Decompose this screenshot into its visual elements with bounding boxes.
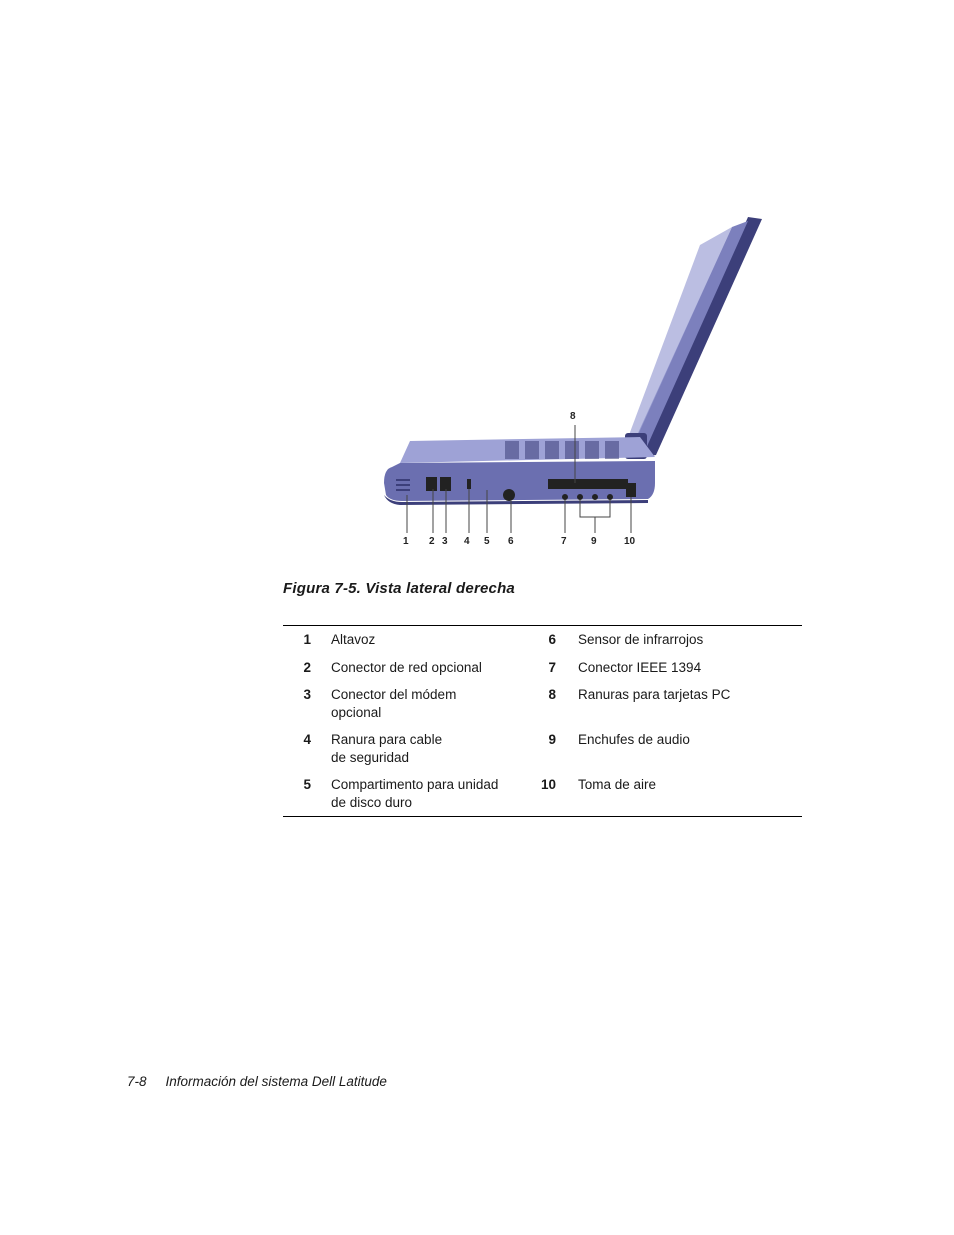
legend-text: Conector del módem opcional bbox=[331, 687, 457, 720]
legend-number: 8 bbox=[548, 687, 556, 702]
air-vent bbox=[626, 483, 636, 497]
legend-row bbox=[283, 731, 802, 766]
callout-1: 1 bbox=[403, 536, 409, 547]
callout-10: 10 bbox=[624, 536, 636, 547]
legend-text: Ranuras para tarjetas PC bbox=[578, 687, 731, 702]
laptop-screen-edge bbox=[626, 227, 732, 443]
document-title: Información del sistema Dell Latitude bbox=[165, 1074, 387, 1089]
legend-number: 2 bbox=[303, 659, 311, 675]
callout-8: 8 bbox=[570, 411, 576, 422]
legend-number: 1 bbox=[303, 632, 311, 647]
audio-jack-1 bbox=[577, 494, 583, 500]
pc-card-slots bbox=[548, 479, 628, 489]
legend-table bbox=[283, 625, 802, 817]
legend-text: Enchufes de audio bbox=[578, 732, 690, 747]
page-footer bbox=[127, 1074, 387, 1089]
callout-2: 2 bbox=[429, 536, 435, 547]
callout-6: 6 bbox=[508, 536, 514, 547]
legend-row bbox=[283, 659, 802, 677]
legend-text: Conector de red opcional bbox=[331, 659, 482, 675]
laptop-illustration bbox=[370, 205, 790, 555]
callout-9: 9 bbox=[591, 536, 597, 547]
laptop-right-side-figure bbox=[370, 205, 790, 555]
legend-text: Ranura para cable de seguridad bbox=[331, 732, 443, 765]
legend-number: 7 bbox=[548, 659, 556, 675]
infrared-sensor bbox=[503, 489, 515, 501]
legend-number: 6 bbox=[548, 632, 556, 647]
security-slot bbox=[467, 479, 471, 489]
legend-text: Sensor de infrarrojos bbox=[578, 632, 704, 647]
legend-row bbox=[283, 776, 802, 811]
figure-caption: Figura 7-5. Vista lateral derecha bbox=[283, 580, 515, 597]
network-connector bbox=[426, 477, 437, 491]
callout-7: 7 bbox=[561, 536, 567, 547]
legend-row bbox=[283, 686, 802, 721]
legend-text: Altavoz bbox=[331, 632, 376, 647]
legend-text: Compartimento para unidad de disco duro bbox=[331, 777, 499, 810]
legend-number: 4 bbox=[303, 732, 311, 747]
legend-number: 3 bbox=[303, 687, 311, 702]
audio-jack-2 bbox=[592, 494, 598, 500]
callout-3: 3 bbox=[442, 536, 448, 547]
speaker-grille bbox=[396, 479, 410, 491]
callout-4: 4 bbox=[464, 536, 470, 547]
callout-5: 5 bbox=[484, 536, 490, 547]
modem-connector bbox=[440, 477, 451, 491]
legend-row bbox=[283, 631, 802, 649]
legend-number: 10 bbox=[540, 777, 556, 792]
audio-jack-3 bbox=[607, 494, 613, 500]
page-number: 7-8 bbox=[127, 1074, 147, 1089]
legend-text: Toma de aire bbox=[578, 777, 657, 792]
ieee1394-connector bbox=[562, 494, 568, 500]
legend-number: 9 bbox=[548, 732, 556, 747]
legend-text: Conector IEEE 1394 bbox=[578, 659, 702, 675]
legend-number: 5 bbox=[303, 777, 311, 792]
laptop-screen bbox=[628, 221, 748, 455]
